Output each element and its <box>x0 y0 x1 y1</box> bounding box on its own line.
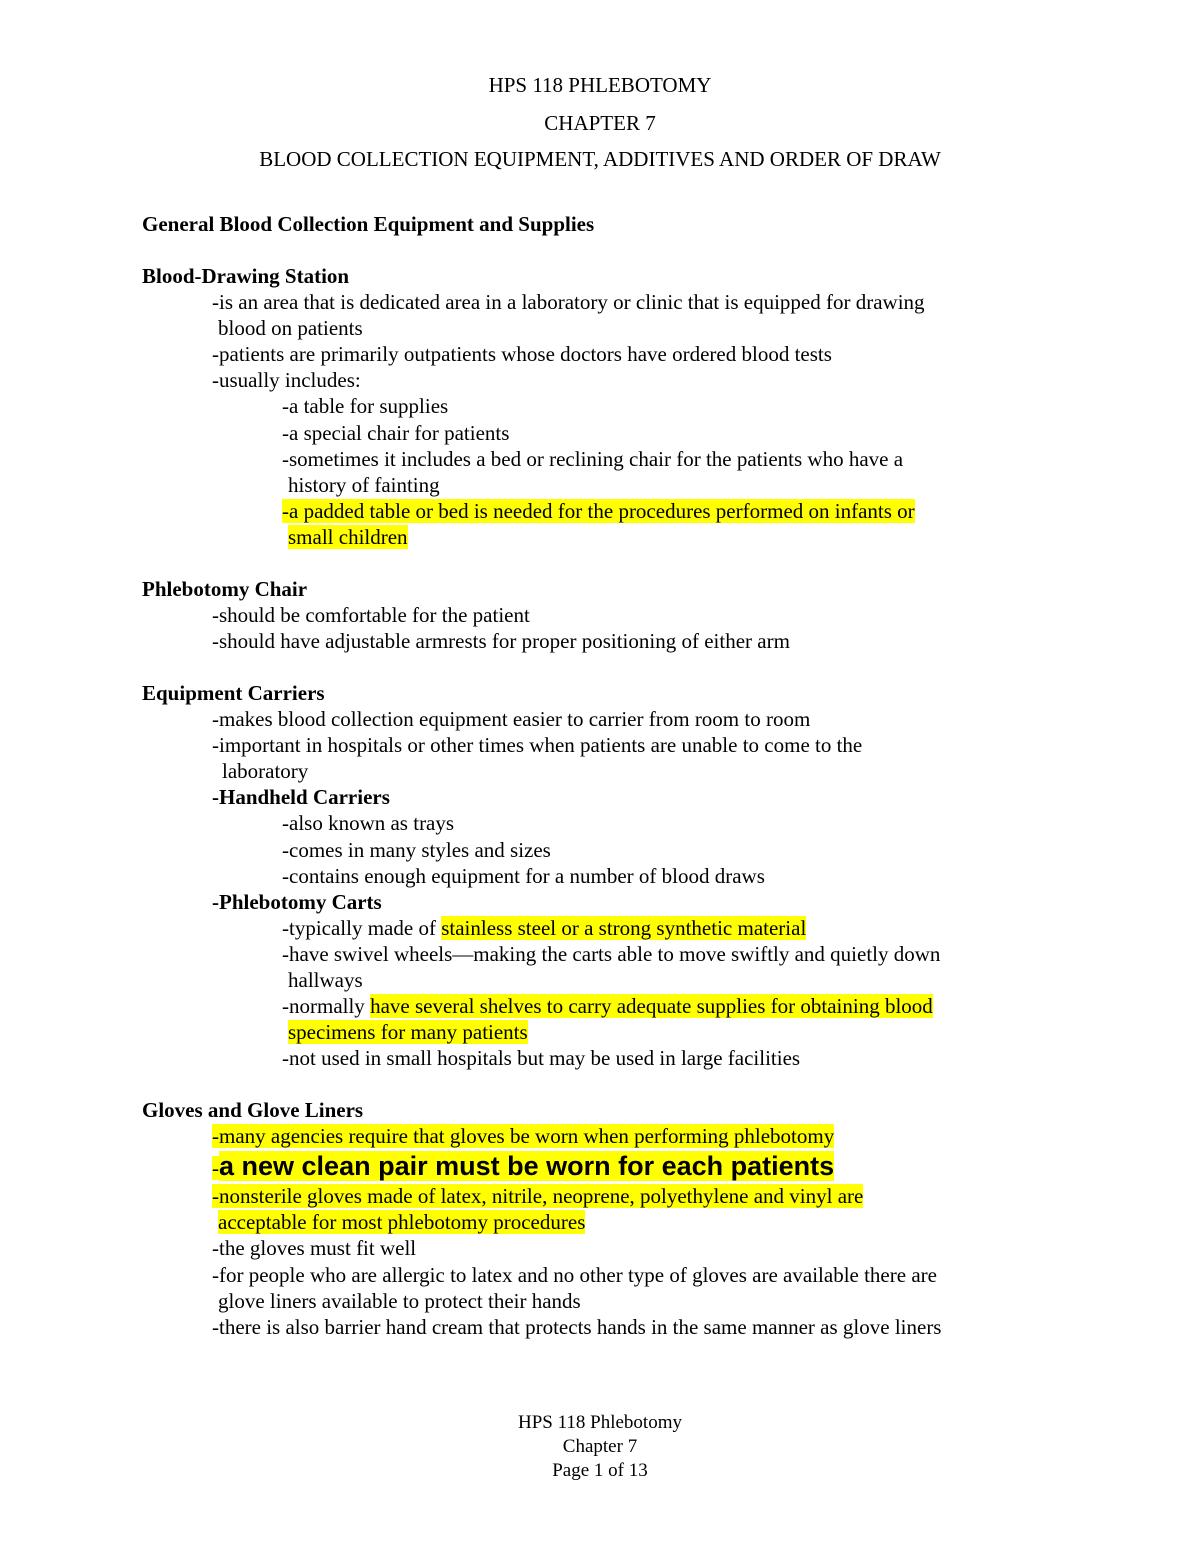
station-line-1-cont: blood on patients <box>218 316 363 340</box>
heading-handheld-carriers: -Handheld Carriers <box>212 785 390 809</box>
gloves-line-1 <box>212 1123 834 1149</box>
text-segment: -normally <box>282 994 371 1018</box>
heading-blood-drawing-station: Blood-Drawing Station <box>142 264 350 288</box>
highlight-emphasis: a new clean pair must be worn for each patients <box>219 1151 835 1181</box>
section-title: General Blood Collection Equipment and Supplies <box>142 212 595 236</box>
gloves-line-4: -the gloves must fit well <box>212 1236 417 1260</box>
station-sub-1: -a table for supplies <box>282 394 449 418</box>
gloves-line-6: -there is also barrier hand cream that protects hands in the same manner as glove liners <box>212 1315 942 1339</box>
text-segment: -typically made of <box>282 916 442 940</box>
highlight: small children <box>288 525 408 549</box>
highlight: stainless steel or a strong synthetic material <box>441 916 807 940</box>
highlight: specimens for many patients <box>288 1020 528 1044</box>
heading-equipment-carriers: Equipment Carriers <box>142 681 325 705</box>
handheld-line-1: -also known as trays <box>282 811 455 835</box>
carts-line-2: -have swivel wheels—making the carts able to move swiftly and quietly down <box>282 942 941 966</box>
gloves-line-5: -for people who are allergic to latex and no other type of gloves are available there are <box>212 1263 937 1287</box>
station-sub-3-cont: history of fainting <box>288 473 440 497</box>
station-sub-2: -a special chair for patients <box>282 421 510 445</box>
gloves-line-3 <box>212 1183 863 1209</box>
carts-line-3 <box>282 993 933 1019</box>
handheld-line-2: -comes in many styles and sizes <box>282 838 551 862</box>
gloves-line-2 <box>212 1150 834 1184</box>
text-segment: - <box>212 1156 219 1180</box>
document-title: BLOOD COLLECTION EQUIPMENT, ADDITIVES AND ORDER OF DRAW <box>259 147 941 171</box>
heading-phlebotomy-carts: -Phlebotomy Carts <box>212 890 382 914</box>
highlight: acceptable for most phlebotomy procedures <box>218 1210 586 1234</box>
footer-chapter: Chapter 7 <box>562 1436 638 1457</box>
carriers-line-2: -important in hospitals or other times when patients are unable to come to the <box>212 733 863 757</box>
chapter-title: CHAPTER 7 <box>544 111 656 135</box>
station-line-2: -patients are primarily outpatients whose doctors have ordered blood tests <box>212 342 832 366</box>
carriers-line-1: -makes blood collection equipment easier to carrier from room to room <box>212 707 811 731</box>
station-sub-4-cont <box>288 524 408 550</box>
carriers-line-2-cont: laboratory <box>222 759 309 783</box>
handheld-line-3: -contains enough equipment for a number of blood draws <box>282 864 765 888</box>
gloves-line-3-cont <box>218 1209 585 1235</box>
carts-line-2-cont: hallways <box>288 968 363 992</box>
chair-line-1: -should be comfortable for the patient <box>212 603 530 627</box>
course-title: HPS 118 PHLEBOTOMY <box>488 73 712 97</box>
heading-phlebotomy-chair: Phlebotomy Chair <box>142 577 308 601</box>
carts-line-4: -not used in small hospitals but may be used in large facilities <box>282 1046 801 1070</box>
heading-gloves: Gloves and Glove Liners <box>142 1098 364 1122</box>
carts-line-1 <box>282 915 806 941</box>
highlight: -nonsterile gloves made of latex, nitrile, neoprene, polyethylene and vinyl are <box>212 1184 864 1208</box>
highlight: have several shelves to carry adequate supplies for obtaining blood <box>370 994 933 1018</box>
station-line-1: -is an area that is dedicated area in a laboratory or clinic that is equipped for drawing <box>212 290 925 314</box>
station-sub-4 <box>282 498 915 524</box>
chair-line-2: -should have adjustable armrests for proper positioning of either arm <box>212 629 790 653</box>
gloves-line-5-cont: glove liners available to protect their hands <box>218 1289 581 1313</box>
highlight: -a padded table or bed is needed for the procedures performed on infants or <box>282 499 915 523</box>
highlight: -many agencies require that gloves be worn when performing phlebotomy <box>212 1124 835 1148</box>
station-line-3: -usually includes: <box>212 368 361 392</box>
carts-line-3-cont <box>288 1019 528 1045</box>
station-sub-3: -sometimes it includes a bed or reclining chair for the patients who have a <box>282 447 904 471</box>
footer-course: HPS 118 Phlebotomy <box>518 1412 682 1433</box>
footer-page-number: Page 1 of 13 <box>552 1460 648 1481</box>
